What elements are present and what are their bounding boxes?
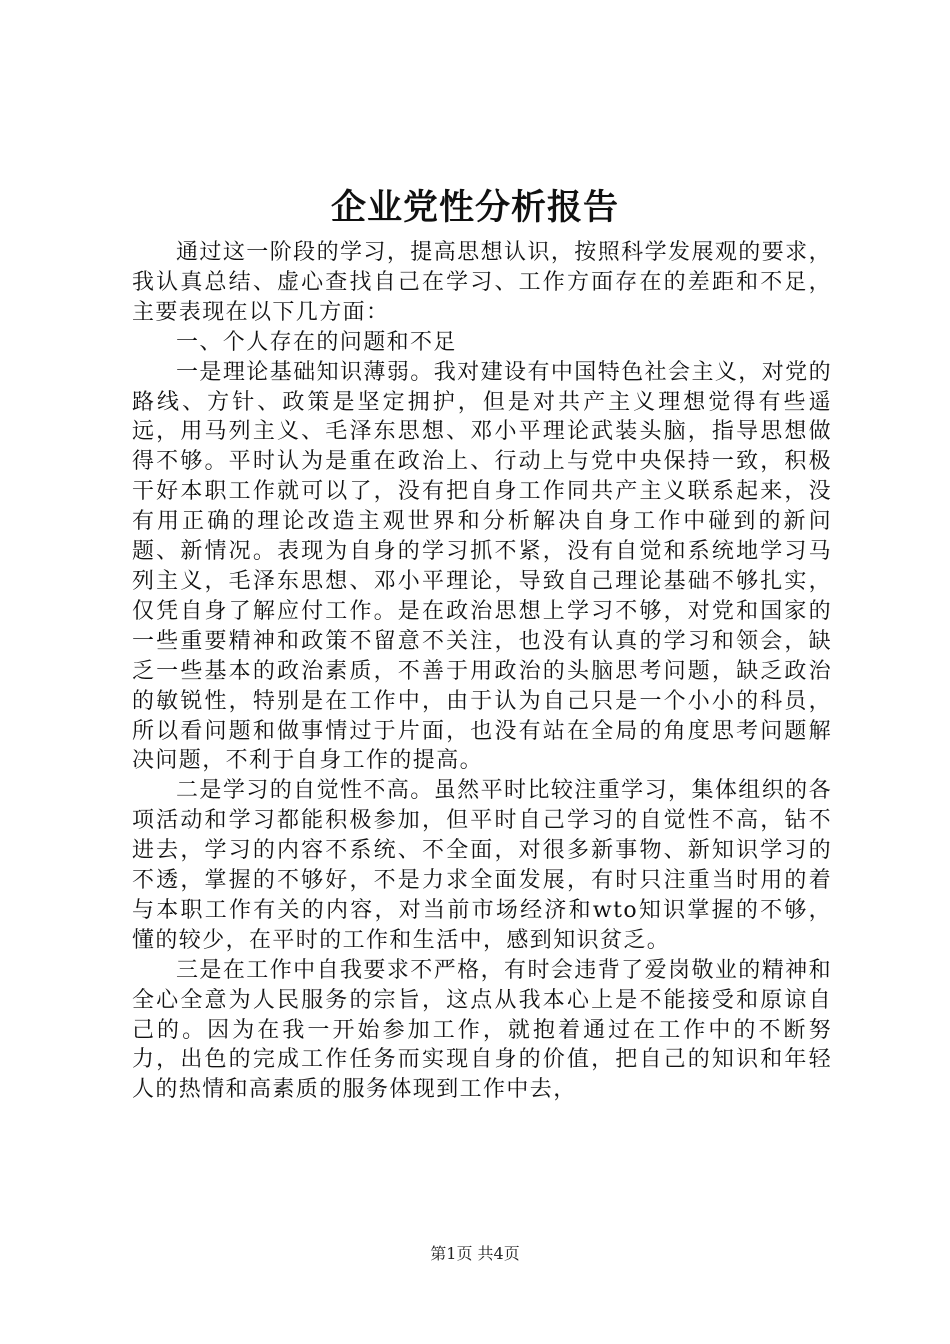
document-title: 企业党性分析报告 bbox=[330, 187, 619, 228]
document-body bbox=[132, 238, 832, 1105]
section-heading: 一、个人存在的问题和不足 bbox=[176, 329, 457, 355]
paragraph-theory-weakness: 一是理论基础知识薄弱。我对建设有中国特色社会主义，对党的路线、方针、政策是坚定拥护，但是对共产主义理想觉得有些遥远，用马列主义、毛泽东思想、邓小平理论武装头脑，指导思想做得不够。平时认为是重在政治上、行动上与党中央保持一致，积极干好本职工作就可以了，没有把自身工作同共产主义联系起来，没有用正确的理论改造主观世界和分析解决自身工作中碰到的新问题、新情况。表现为自身的学习抓不紧，没有自觉和系统地学习马列主义，毛泽东思想、邓小平理论，导致自己理论基础不够扎实，仅凭自身了解应付工作。是在政治思想上学习不够，对党和国家的一些重要精神和政策不留意不关注，也没有认真的学习和领会，缺乏一些基本的政治素质，不善于用政治的头脑思考问题，缺乏政治的敏锐性，特别是在工作中，由于认为自己只是一个小小的科员，所以看问题和做事情过于片面，也没有站在全局的角度思考问题解决问题，不利于自身工作的提高。 bbox=[132, 359, 832, 774]
intro-paragraph: 通过这一阶段的学习，提高思想认识，按照科学发展观的要求，我认真总结、虚心查找自己在学习、工作方面存在的差距和不足，主要表现在以下几方面： bbox=[132, 240, 832, 325]
paragraph-learning-initiative: 二是学习的自觉性不高。虽然平时比较注重学习，集体组织的各项活动和学习都能积极参加，但平时自己学习的自觉性不高，钻不进去，学习的内容不系统、不全面，对很多新事物、新知识学习的不透，掌握的不够好，不是力求全面发展，有时只注重当时用的着与本职工作有关的内容，对当前市场经济和wto知识掌握的不够，懂的较少，在平时的工作和生活中，感到知识贫乏。 bbox=[132, 778, 832, 953]
page-number: 第1页 共4页 bbox=[430, 1244, 520, 1263]
paragraph-work-discipline: 三是在工作中自我要求不严格，有时会违背了爱岗敬业的精神和全心全意为人民服务的宗旨，这点从我本心上是不能接受和原谅自己的。因为在我一开始参加工作，就抱着通过在工作中的不断努力，出色的完成工作任务而实现自身的价值，把自己的知识和年轻人的热情和高素质的服务体现到工作中去， bbox=[132, 957, 832, 1103]
